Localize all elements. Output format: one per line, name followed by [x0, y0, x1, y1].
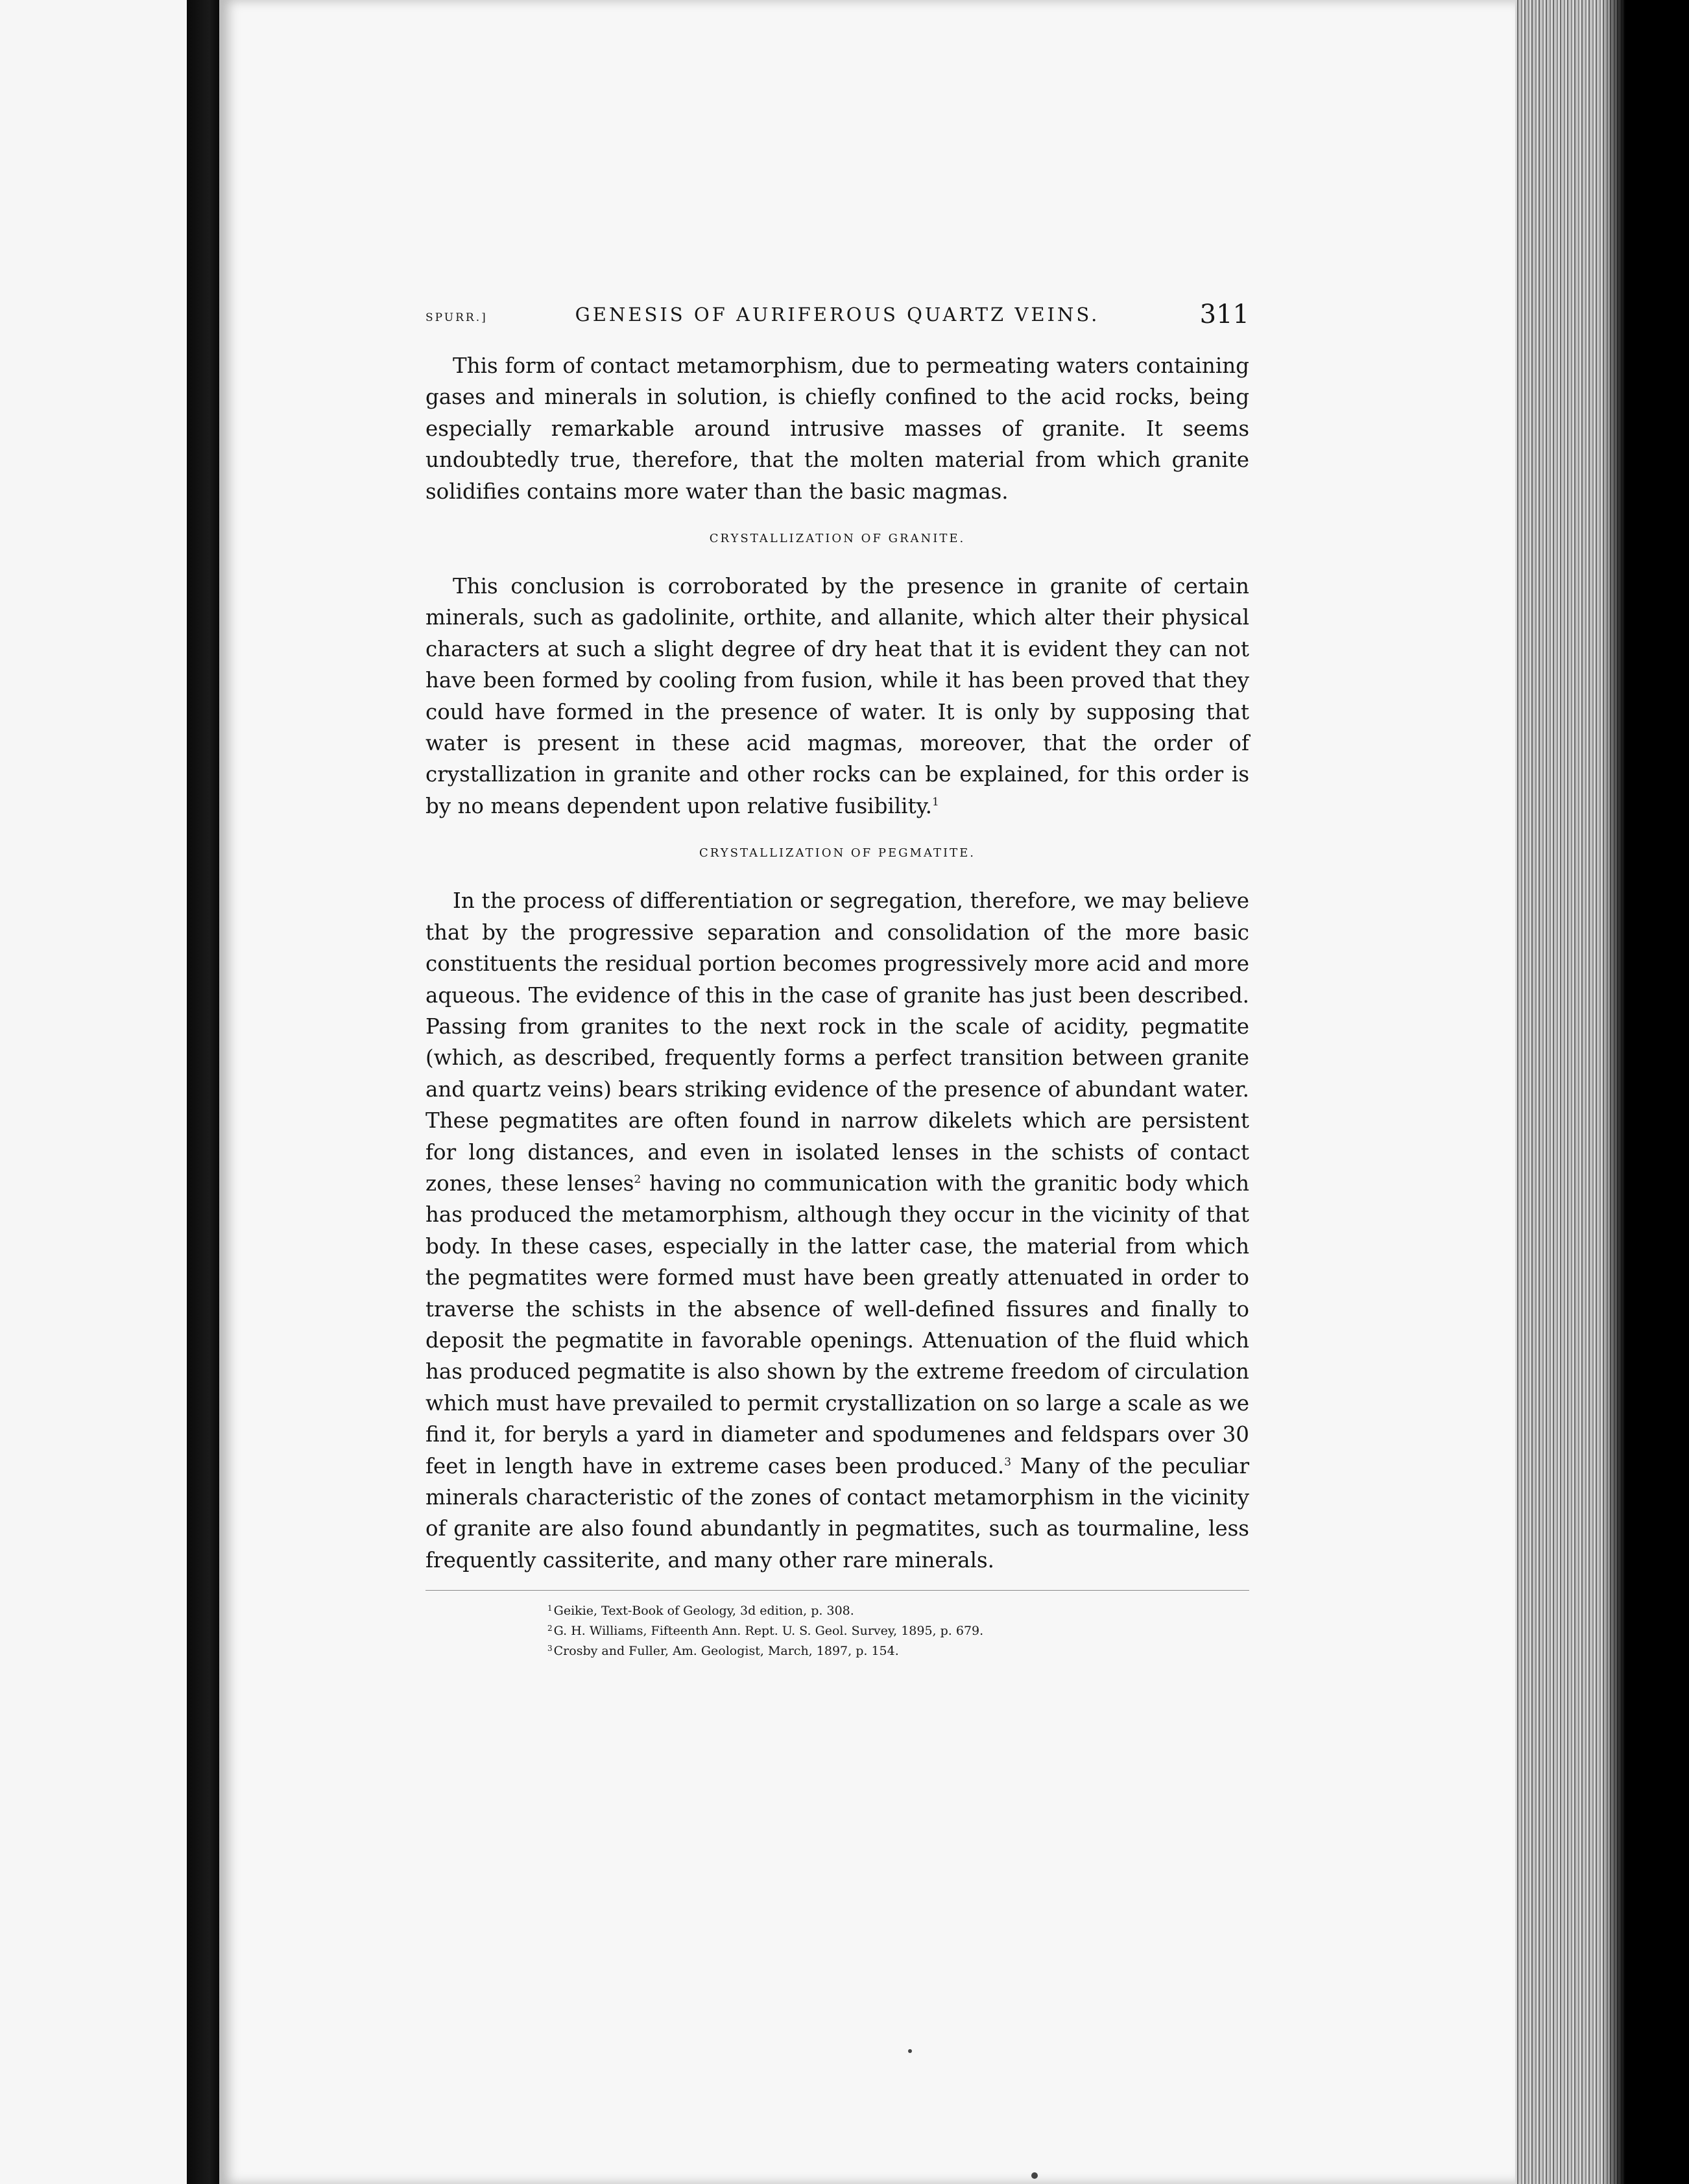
- running-head-title: GENESIS OF AURIFEROUS QUARTZ VEINS.: [575, 303, 1100, 326]
- footnote-text: Geikie, Text-Book of Geology, 3d edition, p. 308.: [553, 1604, 854, 1619]
- section-heading-pegmatite: CRYSTALLIZATION OF PEGMATITE.: [699, 846, 976, 861]
- page-number: 311: [1199, 300, 1249, 329]
- page-edges-shadow: [1602, 0, 1625, 2184]
- footnote: [547, 1600, 1249, 1620]
- paragraph-pegmatite-part2: having no communication with the granitic body which has produced the metamorphism, although they occur in the vicinity of that body. In these cases, especially in the latter case, the material from which the pegmatites were formed must have been greatly attenuated in order to traverse the schists in the absence of well-defined fissures and finally to deposit the pegmatite in favorable openings. Attenuation of the fluid which has produced pegmatite is also shown by the extreme freedom of circulation which must have prevailed to permit crystallization on so large a scale as we find it, for beryls a yard in diameter and spodumenes and feldspars over 30 feet in length have in extreme cases been produced.: [425, 1170, 1249, 1478]
- footnotes: [425, 1600, 1249, 1660]
- footnote-mark: 2: [547, 1624, 553, 1633]
- paragraph-granite: [425, 571, 1249, 822]
- footnote-mark: 1: [547, 1604, 553, 1613]
- footnote-ref-2: 2: [634, 1172, 641, 1186]
- previous-page-edge: [0, 0, 187, 2184]
- paragraph-granite-text: This conclusion is corroborated by the presence in granite of certain minerals, such as gadolinite, orthite, and allanite, which alter their physical characters at such a slight degree of dry heat that it is evident they can not have been formed by cooling from fusion, while it has been proved that they could have formed in the presence of water. It is only by supposing that water is present in these acid magmas, moreover, that the order of crystallization in granite and other rocks can be explained, for this order is by no means dependent upon relative fusibility.: [425, 574, 1249, 818]
- footnote-text: Crosby and Fuller, Am. Geologist, March, 1897, p. 154.: [553, 1644, 899, 1659]
- scan-speck: [908, 2049, 912, 2053]
- paragraph-pegmatite-part3: Many of the peculiar minerals characteristic of the zones of contact metamorphism in the vicinity of granite are also found abundantly in pegmatites, such as tourmaline, less frequently cassiterite, and many other rare minerals.: [425, 1453, 1249, 1573]
- footnote-ref-3: 3: [1004, 1455, 1012, 1469]
- scan-speck: [1031, 2172, 1038, 2179]
- section-heading-granite: CRYSTALLIZATION OF GRANITE.: [709, 532, 966, 546]
- footnote: [547, 1620, 1249, 1640]
- running-head: [425, 300, 1249, 338]
- footnote-text: G. H. Williams, Fifteenth Ann. Rept. U. S. Geol. Survey, 1895, p. 679.: [553, 1624, 984, 1639]
- running-head-author: SPURR.]: [425, 311, 488, 324]
- paragraph-pegmatite: [425, 885, 1249, 1576]
- paragraph-contact-metamorphism: This form of contact metamorphism, due to permeating waters containing gases and minerals in solution, is chiefly confined to the acid rocks, being especially remarkable around intrusive masses of granite. It seems undoubtedly true, therefore, that the molten material from which granite solidifies contains more water than the basic magmas.: [425, 353, 1249, 504]
- footnote: [547, 1640, 1249, 1660]
- footnote-mark: 3: [547, 1644, 553, 1654]
- paragraph-pegmatite-part1: In the process of differentiation or segregation, therefore, we may believe that by the progressive separation and consolidation of the more basic constituents the residual portion becomes progressively more acid and more aqueous. The evidence of this in the case of granite has just been described. Passing from granites to the next rock in the scale of acidity, pegmatite (which, as described, frequently forms a perfect transition between granite and quartz veins) bears striking evidence of the presence of abundant water. These pegmatites are often found in narrow dikelets which are persistent for long distances, and even in isolated lenses in the schists of contact zones, these lenses: [425, 888, 1249, 1196]
- page-text-block: [425, 300, 1249, 1660]
- footnote-divider: [425, 1590, 1249, 1591]
- footnote-ref-1: 1: [932, 795, 939, 809]
